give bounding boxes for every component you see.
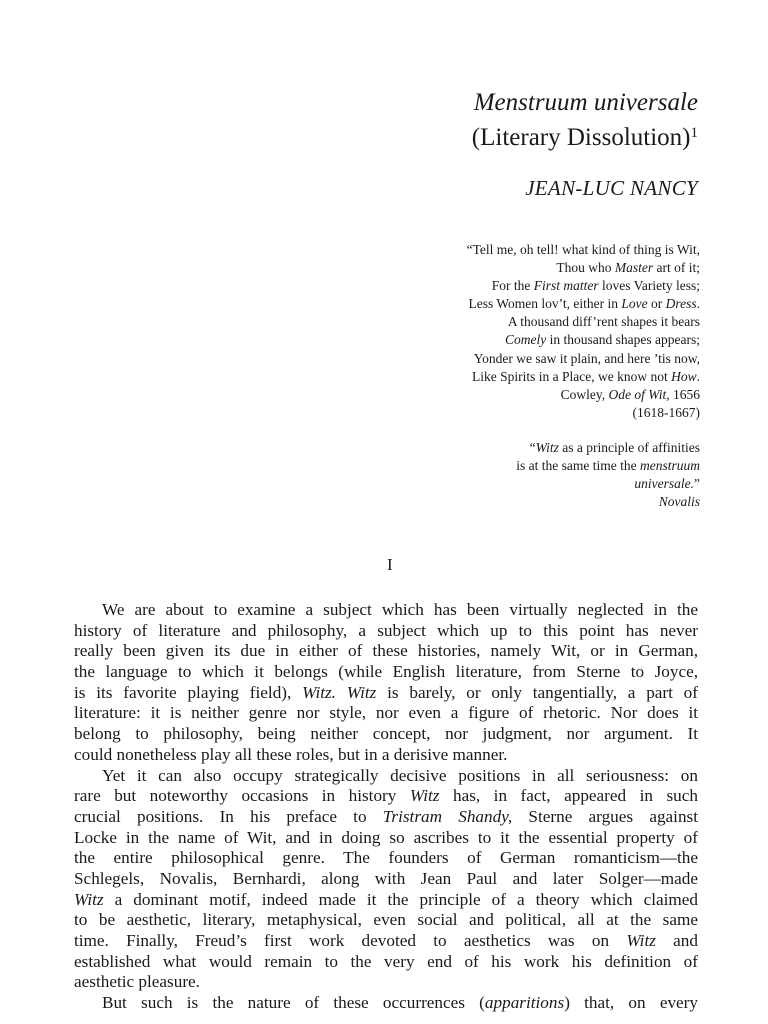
title-block [472, 88, 698, 153]
body-line: established what would remain to the very end of his work his definition of [74, 951, 698, 971]
body-line: rare but noteworthy occasions in history Witz has, in fact, appeared in such [74, 786, 698, 806]
epigraph-line: is at the same time the menstruum [516, 458, 700, 474]
body-line: aesthetic pleasure. [74, 972, 200, 992]
body-text [74, 600, 698, 1014]
body-line: history of literature and philosophy, a subject which up to this point has never [74, 620, 698, 640]
body-line: the entire philosophical genre. The founders of German romanticism—the [74, 848, 698, 868]
epigraph-cowley [467, 241, 700, 422]
epigraph-line: For the First matter loves Variety less; [491, 278, 700, 294]
body-line: Locke in the name of Wit, and in doing so ascribes to it the essential property of [74, 827, 698, 847]
body-line: crucial positions. In his preface to Tristram Shandy, Sterne argues against [74, 806, 698, 826]
epigraph-attribution: Novalis [658, 494, 700, 510]
epigraph-line: Less Women lov’t, either in Love or Dress. [468, 296, 700, 312]
epigraph-line: Like Spirits in a Place, we know not How. [472, 368, 700, 384]
body-line: really been given its due in either of these histories, namely Wit, or in German, [74, 641, 698, 661]
body-line: literature: it is neither genre nor style, nor even a figure of rhetoric. Nor does it [74, 703, 698, 723]
epigraph-novalis [516, 439, 700, 511]
epigraph-attribution: Cowley, Ode of Wit, 1656 [560, 386, 700, 402]
body-line: belong to philosophy, being neither concept, nor judgment, nor argument. It [74, 724, 698, 744]
body-line: time. Finally, Freud’s first work devoted to aesthetics was on Witz and [74, 931, 698, 950]
body-line: to be aesthetic, literary, metaphysical, even social and political, all at the same [74, 910, 698, 930]
body-line: Yet it can also occupy strategically decisive positions in all seriousness: on [102, 765, 698, 785]
epigraph-line: universale.” [634, 476, 700, 492]
epigraph-line: Thou who Master art of it; [556, 260, 700, 276]
article-title: Menstruum universale [473, 89, 698, 116]
epigraph-line: “Witz as a principle of affinities [529, 440, 700, 455]
body-line: is its favorite playing field), Witz. Witz is barely, or only tangentially, a part of [74, 682, 698, 702]
epigraph-line: Yonder we saw it plain, and here ’tis now, [473, 350, 700, 366]
epigraph-line: Comely in thousand shapes appears; [505, 332, 700, 348]
epigraph-line: “Tell me, oh tell! what kind of thing is Wit, [466, 242, 700, 257]
section-number: I [387, 555, 393, 574]
footnote-mark[interactable]: 1 [690, 125, 698, 141]
subtitle-text: (Literary Dissolution) [471, 124, 691, 151]
body-line: Schlegels, Novalis, Bernhardi, along with Jean Paul and later Solger—made [74, 868, 698, 888]
epigraph-line: A thousand diff’rent shapes it bears [507, 314, 700, 330]
epigraph-dates: (1618-1667) [632, 404, 700, 420]
author-name: JEAN-LUC NANCY [525, 176, 698, 200]
body-line: the language to which it belongs (while English literature, from Sterne to Joyce, [74, 662, 698, 682]
body-line: But such is the nature of these occurrences (apparitions) that, on every [102, 993, 698, 1013]
body-line: could nonetheless play all these roles, but in a derisive manner. [74, 744, 508, 764]
body-line: Witz a dominant motif, indeed made it the principle of a theory which claimed [74, 889, 698, 909]
body-line: We are about to examine a subject which has been virtually neglected in the [102, 600, 698, 619]
article-subtitle [472, 118, 698, 153]
